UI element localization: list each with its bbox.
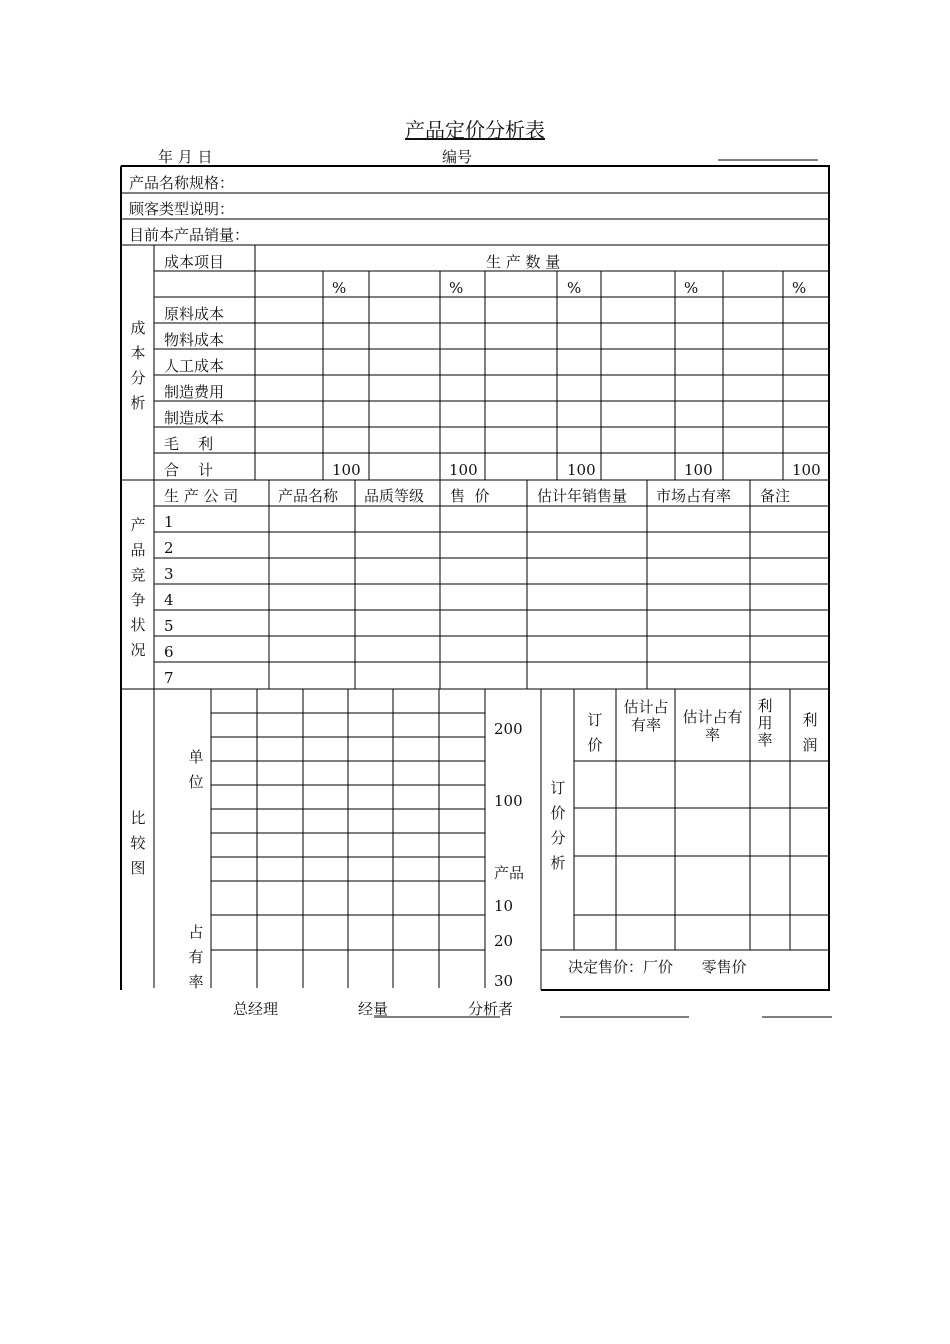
cost-side-label: 成本分析 <box>130 319 146 412</box>
manager-label: 经量 <box>358 1000 389 1018</box>
competition-header: 估计年销售量 <box>537 487 628 505</box>
competition-header: 产品名称 <box>278 487 339 505</box>
page-title: 产品定价分析表 <box>405 118 545 142</box>
competition-row-number: 5 <box>164 617 174 635</box>
pct-label: % <box>567 279 582 297</box>
chart-side-label: 比较图 <box>130 809 146 877</box>
axis-label: 30 <box>494 972 514 990</box>
gm-label: 总经理 <box>233 1000 279 1018</box>
cost-item: 制造成本 <box>164 409 225 427</box>
share-label: 占有率 <box>188 923 204 991</box>
competition-row-number: 7 <box>164 669 174 687</box>
pricing-header: 估计占有率 <box>623 698 669 734</box>
axis-label: 20 <box>494 932 514 950</box>
competition-header: 售 价 <box>450 487 490 505</box>
cost-item: 人工成本 <box>164 357 225 375</box>
competition-side-label: 产品竞争状况 <box>130 516 146 659</box>
competition-row-number: 1 <box>164 513 174 531</box>
pct-label: % <box>332 279 347 297</box>
competition-row-number: 6 <box>164 643 174 661</box>
total-value: 100 <box>792 461 821 479</box>
analyst-label: 分析者 <box>468 1000 514 1018</box>
customer-label: 顾客类型说明： <box>129 200 235 218</box>
unit-label: 单位 <box>188 748 204 791</box>
cost-item: 原料成本 <box>164 305 225 323</box>
competition-row-number: 3 <box>164 565 174 583</box>
competition-row-number: 2 <box>164 539 174 557</box>
production-qty-header: 生 产 数 量 <box>486 253 561 271</box>
spec-label: 产品名称规格： <box>129 174 235 192</box>
pricing-header: 利用率 <box>757 697 773 749</box>
sales-label: 目前本产品销量： <box>129 226 250 244</box>
pct-label: % <box>792 279 807 297</box>
axis-label: 100 <box>494 792 523 810</box>
competition-header: 市场占有率 <box>656 487 732 505</box>
pricing-header: 估计占有率 <box>682 708 743 744</box>
number-label: 编号 <box>442 148 473 166</box>
cost-item: 物料成本 <box>164 331 225 349</box>
cost-item: 毛 利 <box>164 435 214 453</box>
competition-header: 备注 <box>760 487 791 505</box>
cost-item: 制造费用 <box>164 383 225 401</box>
competition-header: 生 产 公 司 <box>164 487 239 505</box>
pricing-header: 订价 <box>587 711 603 754</box>
pricing-side-label: 订价分析 <box>550 779 566 872</box>
axis-label: 10 <box>494 897 514 915</box>
competition-header: 品质等级 <box>364 487 425 505</box>
total-value: 100 <box>332 461 361 479</box>
total-value: 100 <box>567 461 596 479</box>
axis-label: 200 <box>494 720 523 738</box>
cost-item: 合 计 <box>164 461 214 479</box>
competition-row-number: 4 <box>164 591 174 609</box>
total-value: 100 <box>684 461 713 479</box>
date-label: 年 月 日 <box>158 148 213 166</box>
cost-item-header: 成本项目 <box>164 253 225 271</box>
decision-price-label: 决定售价：厂价 零售价 <box>568 958 747 976</box>
pct-label: % <box>449 279 464 297</box>
axis-label: 产品 <box>494 864 525 882</box>
total-value: 100 <box>449 461 478 479</box>
pricing-header: 利润 <box>802 711 818 754</box>
pct-label: % <box>684 279 699 297</box>
